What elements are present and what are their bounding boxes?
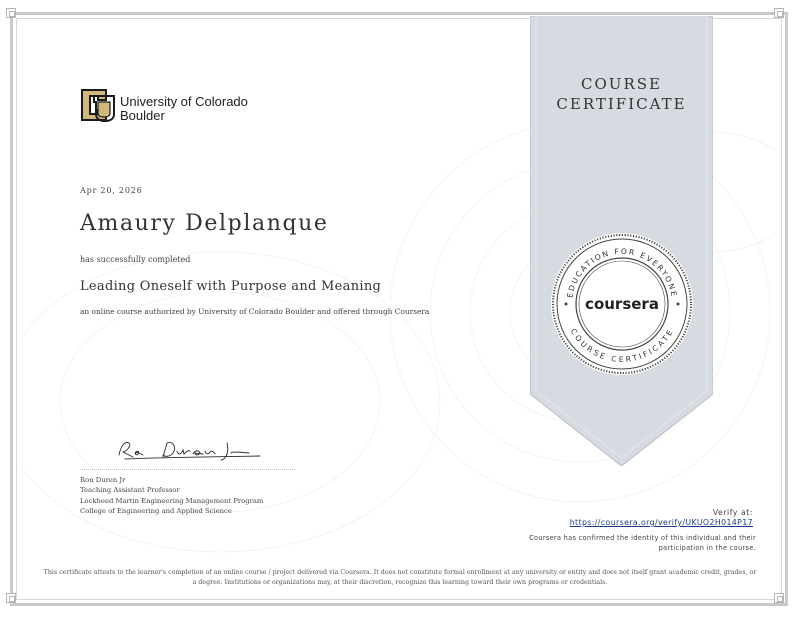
signature-line	[80, 469, 295, 470]
corner-ornament-top-right	[774, 8, 784, 18]
seal-brand: coursera	[585, 295, 659, 313]
disclaimer-text	[28, 568, 772, 588]
certificate-date: Apr 20, 2026	[80, 186, 143, 195]
corner-ornament-bottom-right	[774, 593, 784, 603]
verify-note-line1: Coursera has confirmed the identity of this individual and their	[529, 534, 756, 542]
ribbon-title-line2: CERTIFICATE	[556, 95, 687, 113]
corner-ornament-top-left	[6, 8, 16, 18]
verify-note-line2: participation in the course.	[658, 544, 756, 553]
instructor-signature	[115, 435, 265, 463]
ribbon-title	[530, 74, 713, 114]
signer-name: Ron Duren Jr	[80, 476, 126, 484]
signer-title: Teaching Assistant Professor	[80, 486, 180, 495]
verify-label: Verify at:	[712, 508, 753, 517]
authorized-text: an online course authorized by University of Colorado Boulder and offered through Coursera	[80, 307, 430, 316]
corner-ornament-bottom-left	[6, 593, 16, 603]
university-name-line2: Boulder	[120, 108, 165, 123]
university-logo-icon	[80, 88, 116, 122]
disclaimer-line1: This certificate attests to the learner's completion of an online course / project delivered via Coursera. It does not constitute formal enrollment at any university or entity and does not itself grant academic credit, grades, or	[43, 569, 757, 576]
university-name-line1: University of Colorado	[120, 94, 248, 109]
course-title: Leading Oneself with Purpose and Meaning	[80, 279, 382, 294]
verify-link[interactable]: https://coursera.org/verify/UKUO2H014P17	[569, 518, 753, 527]
signer-program: Lockheed Martin Engineering Management Program	[80, 496, 264, 505]
ribbon-title-line1: COURSE	[581, 75, 662, 93]
disclaimer-line2: a degree. Institutions or organizations may, at their discretion, recognize this learning toward their own programs or credentials.	[192, 579, 608, 587]
seal-top-text: EDUCATION FOR EVERYONE	[565, 246, 679, 299]
completed-text: has successfully completed	[80, 255, 191, 264]
coursera-seal-icon	[550, 232, 694, 376]
seal-bottom-textpath: COURSE CERTIFICATE	[568, 326, 676, 364]
verify-note	[456, 533, 756, 554]
recipient-name: Amaury Delplanque	[80, 211, 329, 236]
signer-college: College of Engineering and Applied Science	[80, 507, 232, 516]
signer-block	[80, 475, 263, 517]
university-name	[120, 95, 248, 123]
